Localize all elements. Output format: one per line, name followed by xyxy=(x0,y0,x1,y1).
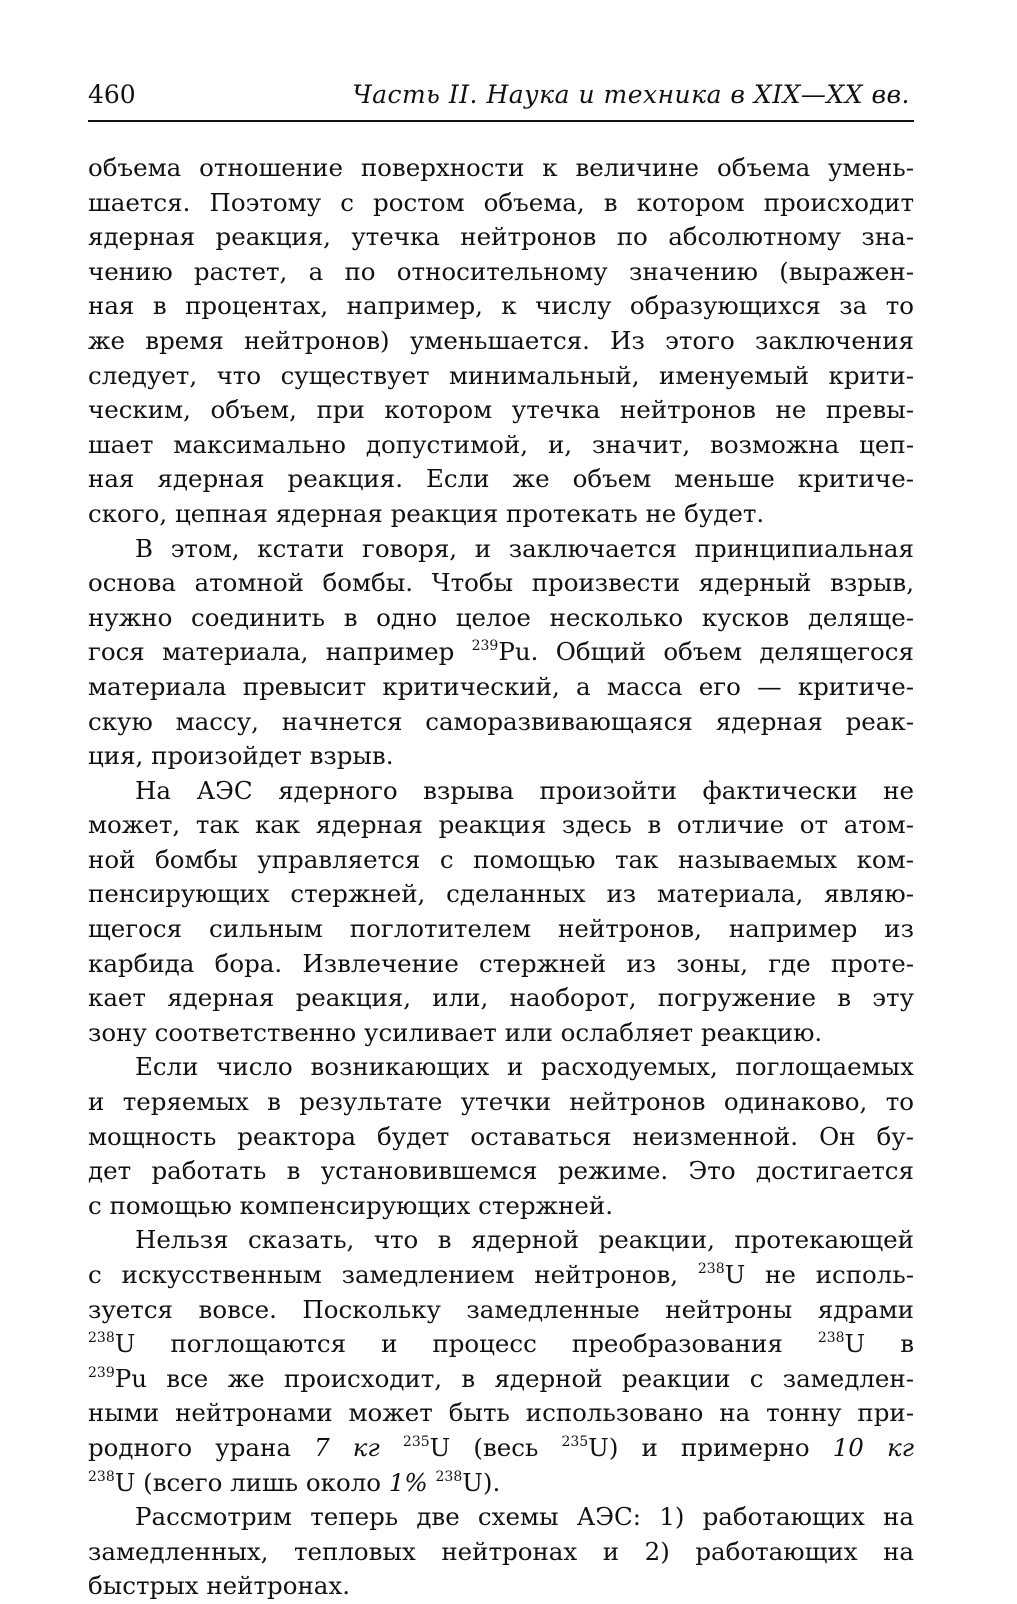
text-line: же время нейтронов) уменьшается. Из этого заключения xyxy=(88,325,914,355)
isotope-mass-number: 238 xyxy=(88,1330,115,1347)
page-number: 460 xyxy=(88,80,136,109)
text-line: замедленных, тепловых нейтронах и 2) работающих на xyxy=(88,1536,914,1566)
text-line: ной бомбы управляется с помощью так называемых ком- xyxy=(88,844,914,874)
text-fragment: U в xyxy=(844,1329,914,1359)
text-line: мощность реактора будет оставаться неизменной. Он бу- xyxy=(88,1121,914,1151)
text-line: быстрых нейтронах. xyxy=(88,1571,350,1601)
text-fragment: гося материала, например xyxy=(88,637,472,667)
text-line: ческим, объем, при котором утечка нейтронов не превы- xyxy=(88,395,914,425)
text-fragment: родного урана xyxy=(88,1432,315,1462)
isotope-mass-number: 238 xyxy=(435,1468,463,1485)
text-line: скую массу, начнется саморазвивающаяся ядерная реак- xyxy=(88,706,914,736)
text-line: и теряемых в результате утечки нейтронов одинаково, то xyxy=(88,1087,914,1117)
isotope-mass-number: 238 xyxy=(817,1330,845,1347)
text-line: щегося сильным поглотителем нейтронов, например из xyxy=(88,914,914,944)
text-line: ная в процентах, например, к числу образующихся за то xyxy=(88,291,914,321)
text-line: ными нейтронами может быть использовано на тонну при- xyxy=(88,1398,914,1428)
italic-quantity: 7 кг xyxy=(314,1432,380,1462)
text-fragment: U) и примерно xyxy=(588,1432,833,1462)
paragraph-6 xyxy=(88,1500,914,1604)
text-line: шает максимально допустимой, и, значит, возможна цеп- xyxy=(88,429,914,459)
isotope-mass-number: 235 xyxy=(561,1433,589,1450)
italic-quantity: 1% xyxy=(388,1467,428,1497)
text-line: объема отношение поверхности к величине объема умень- xyxy=(88,153,914,182)
text-line: пенсирующих стержней, сделанных из материала, являю- xyxy=(88,879,914,909)
text-line: основа атомной бомбы. Чтобы произвести ядерный взрыв, xyxy=(88,568,914,598)
text-fragment: Pu. Общий объем делящегося xyxy=(498,637,914,667)
text-line: ция, произойдет взрыв. xyxy=(88,741,394,771)
text-line: карбида бора. Извлечение стержней из зоны, где проте- xyxy=(88,948,914,978)
text-fragment: с искусственным замедлением нейтронов, xyxy=(88,1260,698,1289)
page-header xyxy=(88,78,928,118)
text-line xyxy=(88,1327,914,1362)
text-line xyxy=(88,1258,914,1293)
paragraph-3 xyxy=(88,774,914,1051)
text-fragment: U (весь xyxy=(429,1432,562,1462)
isotope-mass-number: 235 xyxy=(402,1433,430,1450)
text-line: зону соответственно усиливает или ослабляет реакцию. xyxy=(88,1017,823,1047)
text-line: ядерная реакция, утечка нейтронов по абсолютному зна- xyxy=(88,222,914,252)
text-line: ского, цепная ядерная реакция протекать не будет. xyxy=(88,498,765,528)
text-line xyxy=(88,1466,914,1501)
text-line: материала превысит критический, а масса его — критиче- xyxy=(88,671,914,701)
text-line: Нельзя сказать, что в ядерной реакции, протекающей xyxy=(135,1225,914,1255)
text-line: шается. Поэтому с ростом объема, в котором происходит xyxy=(88,187,914,217)
body-text xyxy=(88,151,914,1604)
text-line: Рассмотрим теперь две схемы АЭС: 1) работающих на xyxy=(135,1502,914,1532)
text-fragment: U). xyxy=(462,1467,501,1497)
paragraph-4 xyxy=(88,1050,914,1223)
text-line: В этом, кстати говоря, и заключается принципиальная xyxy=(135,533,914,563)
text-fragment: U поглощаются и процесс преобразования xyxy=(114,1329,818,1359)
text-line: ная ядерная реакция. Если же объем меньше критиче- xyxy=(88,464,914,494)
italic-quantity: 10 кг xyxy=(832,1432,915,1462)
text-line: На АЭС ядерного взрыва произойти фактически не xyxy=(135,775,914,805)
text-line: чению растет, а по относительному значению (выражен- xyxy=(88,256,914,286)
text-line: нужно соединить в одно целое несколько кусков деляще- xyxy=(88,602,914,632)
isotope-mass-number: 239 xyxy=(88,1364,115,1381)
isotope-mass-number: 239 xyxy=(471,638,499,655)
text-line: может, так как ядерная реакция здесь в отличие от атом- xyxy=(88,810,914,840)
text-line: зуется вовсе. Поскольку замедленные нейтроны ядрами xyxy=(88,1294,914,1324)
text-line xyxy=(88,1431,914,1466)
isotope-mass-number: 238 xyxy=(88,1468,115,1485)
isotope-mass-number: 238 xyxy=(697,1261,725,1277)
text-line: дет работать в установившемся режиме. Это достигается xyxy=(88,1156,914,1186)
text-line: кает ядерная реакция, или, наоборот, погружение в эту xyxy=(88,983,914,1013)
text-line xyxy=(88,635,914,670)
text-fragment: U не исполь- xyxy=(724,1260,914,1289)
text-line: следует, что существует минимальный, именуемый крити- xyxy=(88,360,914,390)
text-line xyxy=(88,1362,914,1397)
running-title: Часть II. Наука и техника в XIX—XX вв. xyxy=(352,80,910,109)
paragraph-2 xyxy=(88,532,914,774)
text-line: Если число возникающих и расходуемых, поглощаемых xyxy=(135,1052,914,1082)
paragraph-1 xyxy=(88,151,914,532)
paragraph-5 xyxy=(88,1223,914,1500)
header-rule xyxy=(88,120,914,122)
text-fragment: Pu все же происходит, в ядерной реакции с замедлен- xyxy=(114,1363,914,1393)
text-fragment: U (всего лишь около xyxy=(114,1467,389,1497)
text-line: с помощью компенсирующих стержней. xyxy=(88,1190,614,1220)
